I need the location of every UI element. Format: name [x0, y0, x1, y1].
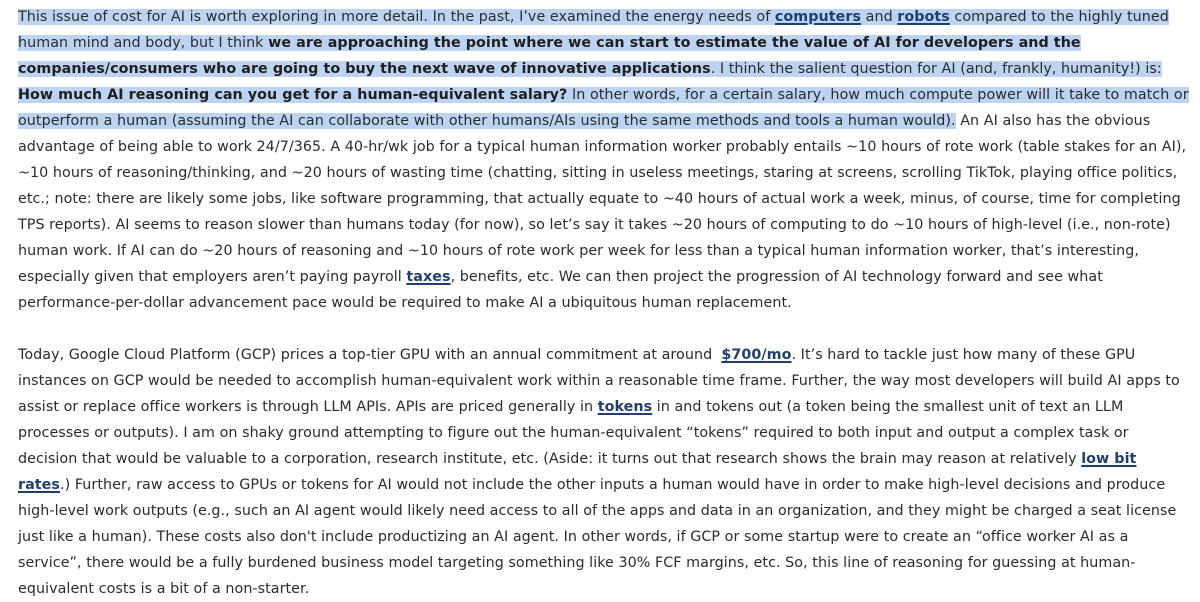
bold-statement: we are approaching the point where we can start to estimate the value of AI for developers and the companies/consumers who are going to buy the next wave of innovative applications — [18, 35, 1081, 77]
link-robots[interactable]: robots — [897, 9, 950, 25]
highlighted-text-selection[interactable] — [18, 9, 1189, 129]
link-computers[interactable]: computers — [774, 9, 862, 25]
text-run: An AI also has the obvious advantage of being able to work 24/7/365. A 40-hr/wk job for a typical human information worker probably entails ~10 hours of rote work (table stakes for an AI), ~10 hours of reasoning/thinking, and ~20 hours of wasting time (chatting, sitting in useless meetings, staring at screens, scrolling TikTok, playing office politics, etc.; note: there are likely some jobs, like software programming, that actually equate to ~40 hours of actual work a week, minus, of course, time for completing TPS reports). AI seems to reason slower than humans today (for now), so let’s say it takes ~20 hours of computing to do ~10 hours of high-level (i.e., non-rote) human work. If AI can do ~20 hours of reasoning and ~10 hours of rote work per week for less than a typical human information worker, that’s interesting, especially given that employers aren’t paying payroll — [18, 113, 1187, 285]
text-run: in and tokens out (a token being the smallest unit of text an LLM processes or outputs). I am on shaky ground attempting to figure out the human-equivalent “tokens” required to both input and output a complex task or decision that would be valuable to a corporation, research institute, etc. (Aside: it turns out that research shows the brain may reason at relatively — [18, 399, 1129, 467]
link-low-bit-rates[interactable]: low bit rates — [18, 451, 1137, 493]
paragraph-energy-and-salary — [18, 4, 1190, 316]
text-run: In other words, for a certain salary, how much compute power will it take to match or outperform a human (assuming the AI can collaborate with other humans/AIs using the same methods and tools a human would). — [18, 87, 1189, 129]
text-run: and — [861, 9, 898, 25]
link-tokens[interactable]: tokens — [597, 399, 653, 415]
article-body — [18, 4, 1190, 602]
text-run: .) Further, raw access to GPUs or tokens for AI would not include the other inputs a human would have in order to make high-level decisions and produce high-level work outputs (e.g., such an AI agent would likely need access to all of the apps and data in an organization, and they might be charged a seat license just like a human). These costs also don't include productizing an AI agent. In other words, if GCP or some startup were to create an “office worker AI as a service”, there would be a fully burdened business model targeting something like 30% FCF margins, etc. So, this line of reasoning for guessing at human-equivalent costs is a bit of a non-starter. — [18, 477, 1177, 597]
bold-question: How much AI reasoning can you get for a human-equivalent salary? — [18, 87, 568, 103]
text-run: . It’s hard to tackle just how many of these GPU instances on GCP would be needed to accomplish human-equivalent work within a reasonable time frame. Further, the way most developers will build AI apps to assist or replace office workers is through LLM APIs. APIs are priced generally in — [18, 347, 1180, 415]
link-taxes[interactable]: taxes — [406, 269, 451, 285]
text-run: Today, Google Cloud Platform (GCP) prices a top-tier GPU with an annual commitment at around — [18, 347, 722, 363]
paragraph-gcp-pricing — [18, 342, 1190, 602]
text-run: . I think the salient question for AI (and, frankly, humanity!) is: — [710, 61, 1162, 77]
text-run: , benefits, etc. We can then project the progression of AI technology forward and see what performance-per-dollar advancement pace would be required to make AI a ubiquitous human replacement. — [18, 269, 1103, 311]
text-run: This issue of cost for AI is worth exploring in more detail. In the past, I’ve examined the energy needs of — [18, 9, 775, 25]
text-run: compared to the highly tuned human mind and body, but I think — [18, 9, 1169, 51]
link-gpu-price[interactable]: $700/mo — [721, 347, 792, 363]
